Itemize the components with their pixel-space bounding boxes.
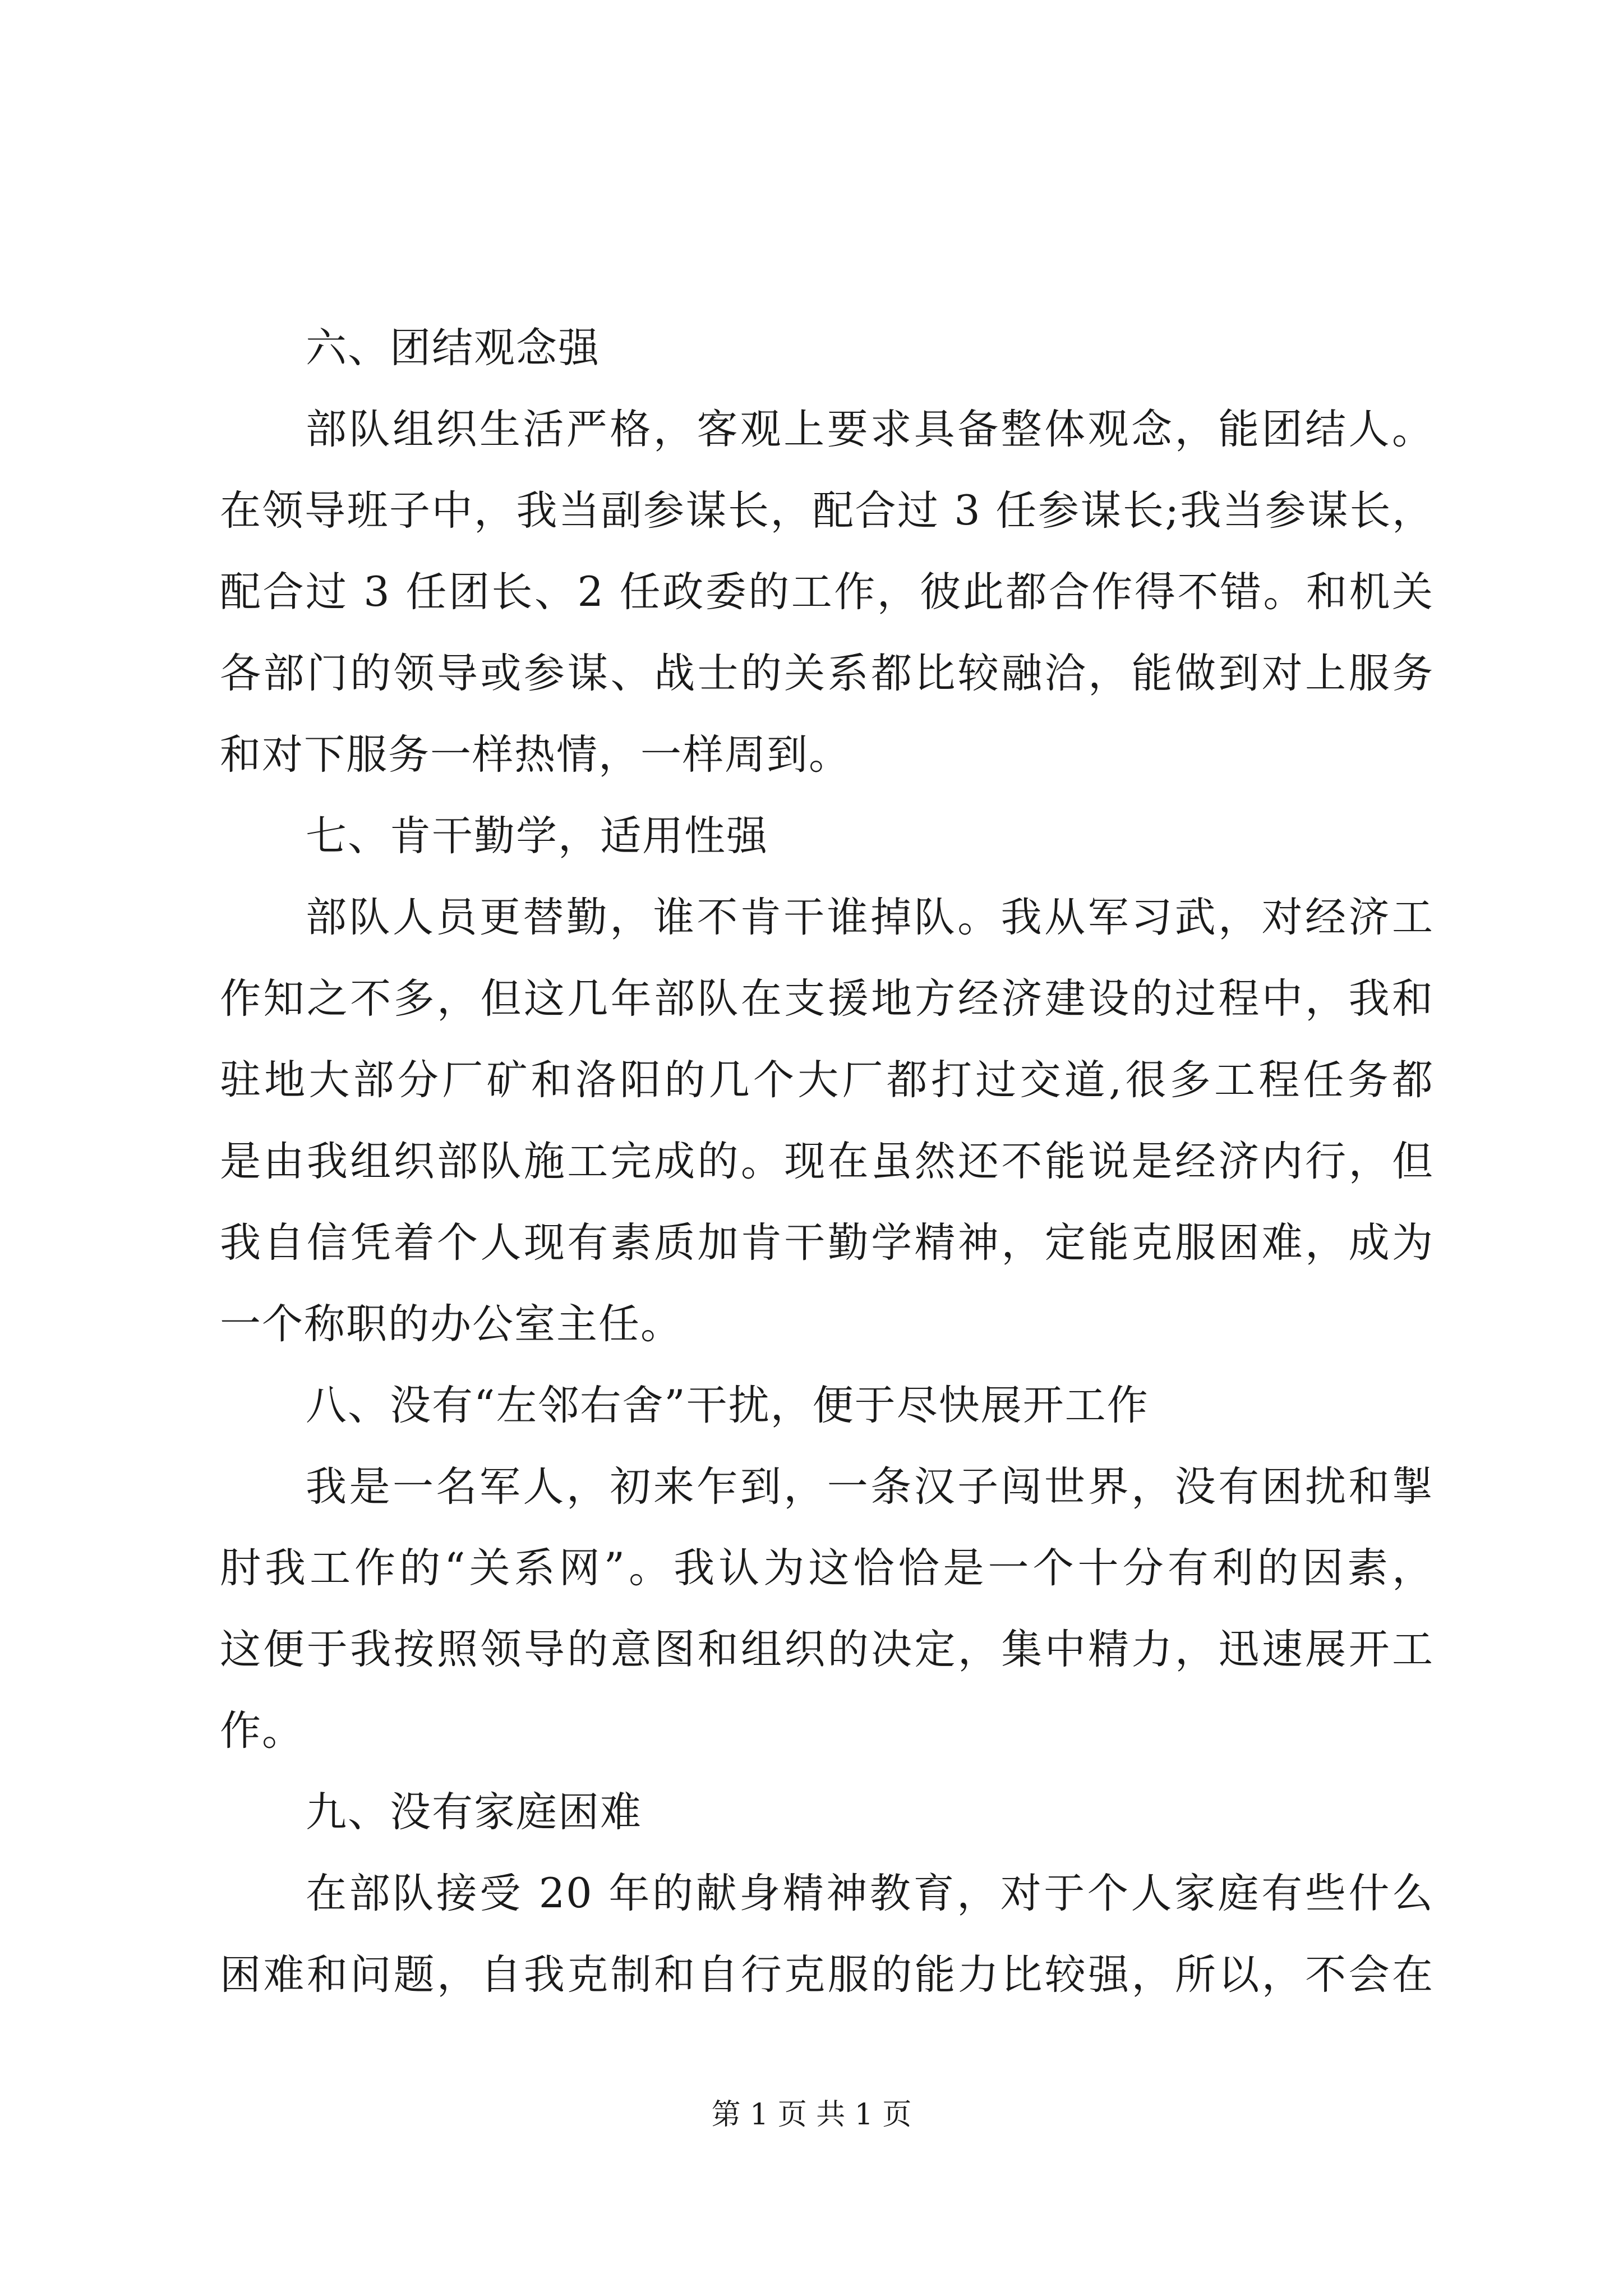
- text-line: 作。: [220, 1707, 304, 1755]
- text-line: 我自信凭着个人现有素质加肯干勤学精神，定能克服困难，成为: [220, 1219, 1434, 1267]
- text-line: 各部门的领导或参谋、战士的关系都比较融洽，能做到对上服务: [220, 650, 1434, 697]
- text-line: 作知之不多，但这几年部队在支援地方经济建设的过程中，我和: [220, 975, 1434, 1023]
- text-line: 和对下服务一样热情，一样周到。: [220, 731, 851, 779]
- document-body: [220, 307, 1434, 2016]
- text-line: 一个称职的办公室主任。: [220, 1300, 683, 1348]
- text-line: 困难和问题，自我克制和自行克服的能力比较强，所以，不会在: [220, 1951, 1434, 1999]
- text-line: 我是一名军人，初来乍到，一条汉子闯世界，没有困扰和掣: [306, 1463, 1434, 1511]
- page-number-footer: 第 1 页 共 1 页: [711, 2098, 912, 2132]
- text-line: 在部队接受 20 年的献身精神教育，对于个人家庭有些什么: [306, 1870, 1434, 1917]
- text-line: 在领导班子中，我当副参谋长，配合过 3 任参谋长;我当参谋长，: [220, 487, 1434, 535]
- text-line: 六、团结观念强: [306, 324, 600, 372]
- text-line: 配合过 3 任团长、2 任政委的工作，彼此都合作得不错。和机关: [220, 568, 1434, 616]
- text-line: 是由我组织部队施工完成的。现在虽然还不能说是经济内行，但: [220, 1138, 1434, 1185]
- text-line: 部队人员更替勤，谁不肯干谁掉队。我从军习武，对经济工: [306, 894, 1434, 941]
- text-line: 这便于我按照领导的意图和组织的决定，集中精力，迅速展开工: [220, 1626, 1434, 1673]
- text-line: 九、没有家庭困难: [306, 1788, 642, 1836]
- text-line: 驻地大部分厂矿和洛阳的几个大厂都打过交道,很多工程任务都: [220, 1056, 1434, 1104]
- text-line: 肘我工作的“关系网”。我认为这恰恰是一个十分有利的因素，: [220, 1544, 1434, 1592]
- text-line: 七、肯干勤学，适用性强: [306, 812, 768, 860]
- text-line: 八、没有“左邻右舍”干扰，便于尽快展开工作: [306, 1382, 1149, 1429]
- text-line: 部队组织生活严格，客观上要求具备整体观念，能团结人。: [306, 406, 1434, 453]
